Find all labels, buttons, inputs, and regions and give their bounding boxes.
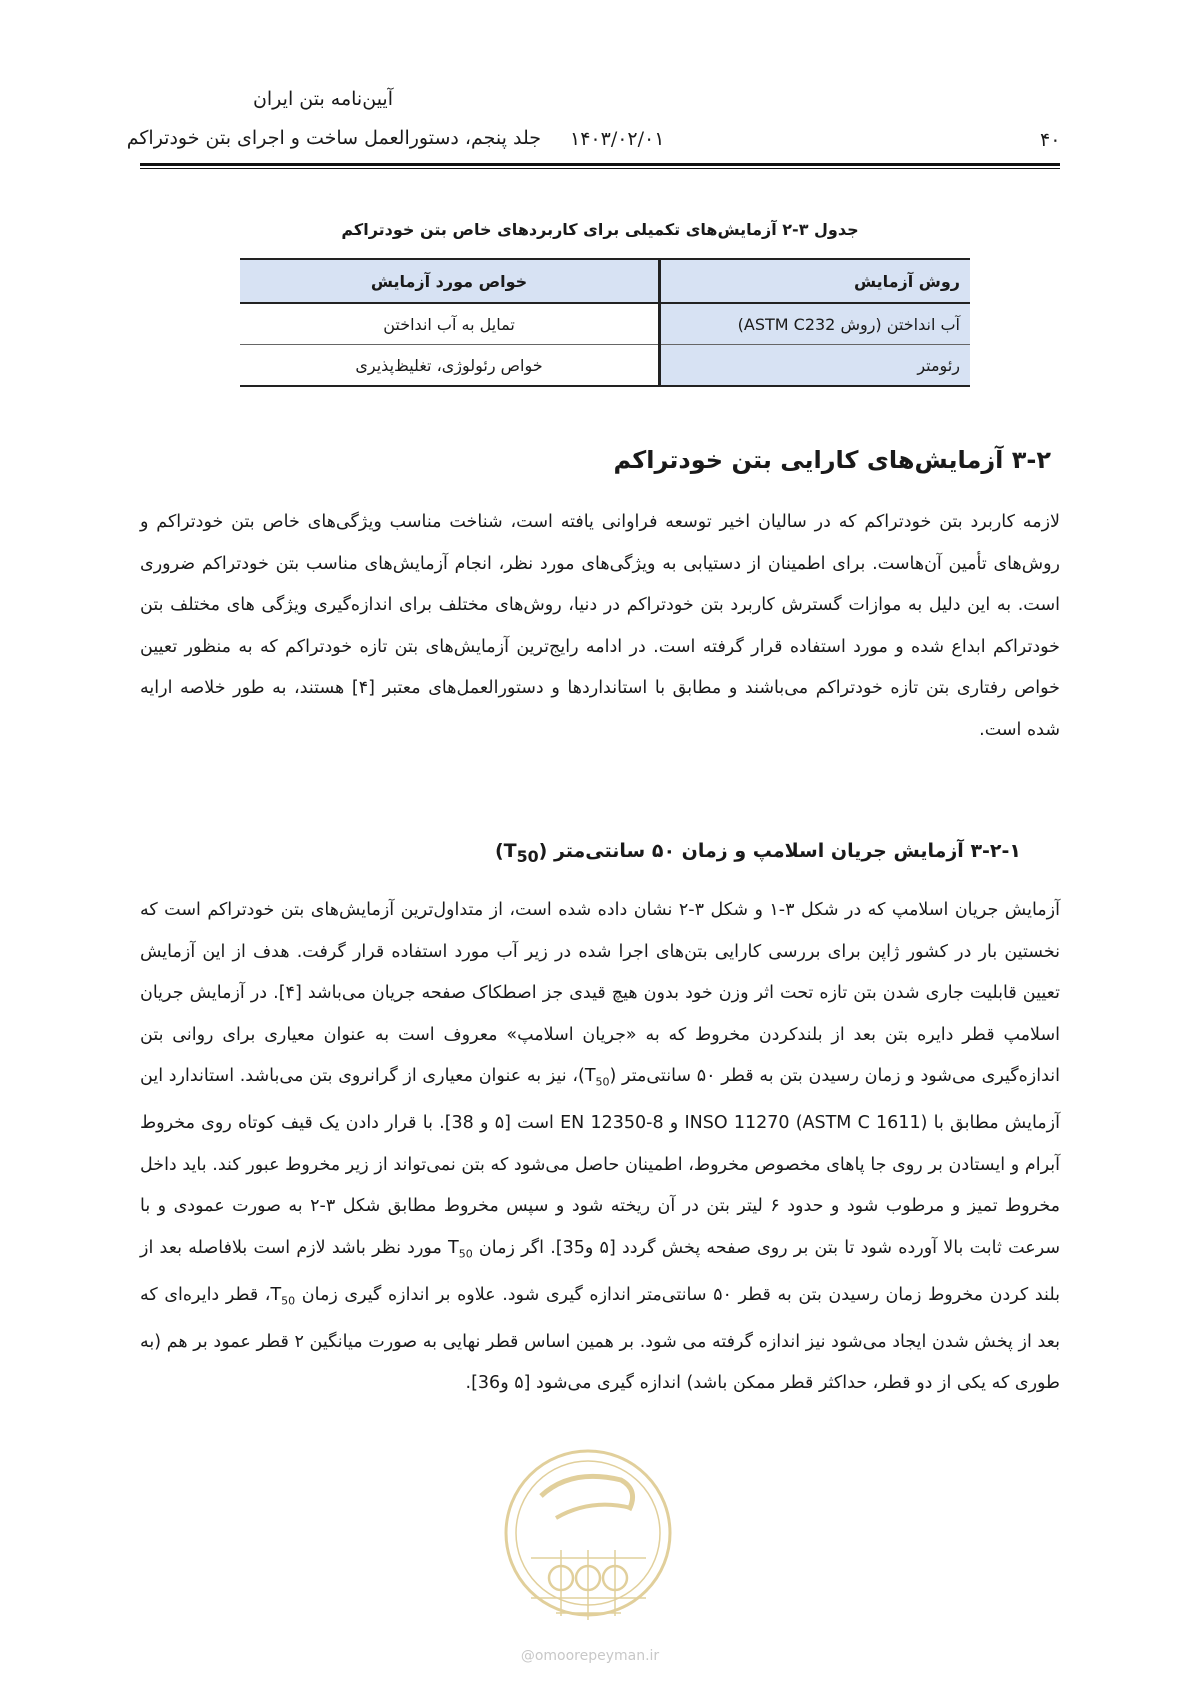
table-header-method: روش آزمایش <box>660 259 971 303</box>
table-cell-property: تمایل به آب انداختن <box>240 303 660 345</box>
watermark-url: @omoorepeyman.ir <box>520 1648 660 1664</box>
section-heading: ۳-۲ آزمایش‌های کارایی بتن خودتراکم <box>613 446 1051 474</box>
paragraph-part: آزمایش جریان اسلامپ که در شکل ۳-۱ و شکل ۳-۲ نشان داده شده است، از متداول‌ترین آزمایش‌های بتن خودتراکم است که نخستین بار در کشور ژاپن برای بررسی کارایی بتن‌های اجرا شده در زیر آب مورد استفاده قرار گرفت. هدف از این آزمایش تعیین قابلیت جاری شدن بتن تازه تحت اثر وزن خود بدون هیچ قیدی جز اصطکاک صفحه جریان می‌باشد [۴]. در آزمایش جریان اسلامپ قطر دایره بتن بعد از بلندکردن مخروط که به «جریان اسلامپ» معروف است به عنوان معیاری برای روانی بتن اندازه‌گیری می‌شود و زمان رسیدن بتن به قطر ۵۰ سانتی‌متر (T <box>140 900 1060 1086</box>
subsection-heading <box>495 840 1021 866</box>
subsection-heading-close: ) <box>494 840 504 862</box>
header-rule-thin <box>140 168 1060 169</box>
watermark-logo <box>501 1438 676 1658</box>
section-paragraph: لازمه کاربرد بتن خودتراکم که در سالیان اخیر توسعه فراوانی یافته است، شناخت مناسب ویژگی‌های خاص بتن خودتراکم و روش‌های تأمین آن‌هاست. برای اطمینان از دستیابی به ویژگی‌های مورد نظر، انجام آزمایش‌های مناسب بتن خودتراکم ضروری است. به این دلیل به موازات گسترش کاربرد بتن خودتراکم در دنیا، روش‌های مختلف برای اندازه‌گیری ویژگی های مختلف بتن خودتراکم ابداع شده و مورد استفاده قرار گرفته است. در ادامه رایج‌ترین آزمایش‌های بتن تازه خودتراکم که به منظور تعیین خواص رفتاری بتن تازه خودتراکم می‌باشند و مطابق با استانداردها و دستورالعمل‌های معتبر [۴] هستند، به طور خلاصه ارایه شده است. <box>140 512 1060 740</box>
table-header-property: خواص مورد آزمایش <box>240 259 660 303</box>
paragraph-part: مورد نظر باشد لازم است بلافاصله بعد از بلند کردن مخروط زمان رسیدن بتن به قطر ۵۰ سانتی‌متر اندازه گیری شود. علاوه بر اندازه گیری زمان T <box>140 1237 1061 1305</box>
header-rule <box>140 163 1060 166</box>
tests-table <box>240 258 970 387</box>
paragraph-part: ، قطر دایره‌ای که بعد از پخش شدن ایجاد می‌شود نیز اندازه گرفته می شود. بر همین اساس قطر نهایی به صورت میانگین ۲ قطر عمود بر هم (به طوری که یکی از دو قطر، حداکثر قطر ممکن باشد) اندازه گیری می‌شود [۵ و36]. <box>140 1284 1060 1393</box>
page-number: ۴۰ <box>1040 129 1061 151</box>
table-cell-method: آب انداختن (روش ASTM C232) <box>660 303 971 345</box>
table-cell-property: خواص رئولوژی، تغلیظ‌پذیری <box>240 345 660 387</box>
header-subtitle: جلد پنجم، دستورالعمل ساخت و اجرای بتن خودتراکم <box>126 127 541 149</box>
subscript-50: 50 <box>516 846 539 866</box>
subsection-paragraph <box>140 890 1060 1405</box>
table-cell-method: رئومتر <box>660 345 971 387</box>
table-header-row <box>240 259 970 303</box>
subscript-50: 50 <box>281 1294 296 1307</box>
table-row <box>240 345 970 387</box>
subsection-heading-text: ۳-۲-۱ آزمایش جریان اسلامپ و زمان ۵۰ سانتی‌متر (T <box>503 840 1021 862</box>
header-date: ۱۴۰۳/۰۲/۰۱ <box>570 128 665 150</box>
table-row <box>240 303 970 345</box>
table-caption: جدول ۳-۲ آزمایش‌های تکمیلی برای کاربردهای خاص بتن خودتراکم <box>341 220 859 239</box>
header-title: آیین‌نامه بتن ایران <box>252 88 393 110</box>
paragraph-part: )، نیز به عنوان معیاری از گرانروی بتن می‌باشد. استاندارد این آزمایش مطابق با INSO 11270 (ASTM C 1611) و EN 12350-8 است [۵ و 38]. با قرار دادن یک قیف کوتاه روی مخروط آبرام و ایستادن بر روی جا پاهای مخصوص مخروط، اطمینان حاصل می‌شود که بتن نمی‌تواند از زیر مخروط عبور کند. باید داخل مخروط تمیز و مرطوب شود و حدود ۶ لیتر بتن در آن ریخته شود و سپس مخروط مطابق شکل ۳-۲ به صورت عمودی و با سرعت ثابت بالا آورده شود تا بتن بر روی صفحه پخش گردد [۵ و35]. اگر زمان T <box>140 1066 1061 1258</box>
subscript-50: 50 <box>458 1247 473 1260</box>
subscript-50: 50 <box>595 1075 610 1089</box>
